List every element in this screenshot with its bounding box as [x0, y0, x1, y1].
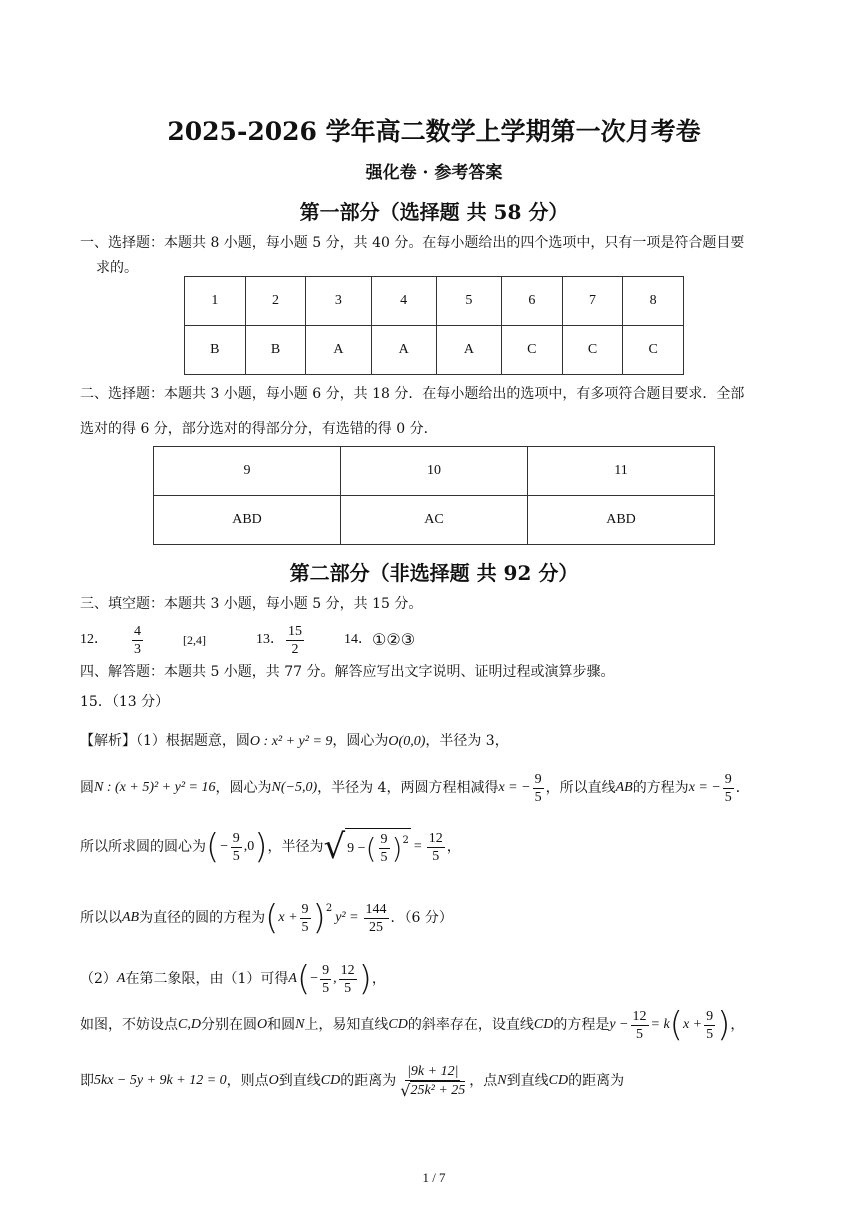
q13-numerator: 15 — [288, 623, 302, 639]
circle-o: O — [256, 1017, 268, 1032]
line-x-eq: x = − — [688, 780, 721, 795]
table-cell: A — [371, 326, 436, 375]
left-paren-icon: ( — [296, 959, 311, 999]
page-title: 2025-2026 学年高二数学上学期第一次月考卷 — [167, 117, 701, 146]
sol-text: 如图，不妨设点 — [80, 1017, 178, 1033]
equals-k: = k — [650, 1017, 670, 1032]
center-n: N(−5,0) — [271, 780, 318, 795]
denominator: 5 — [344, 980, 352, 996]
table-cell: ABD — [528, 496, 715, 545]
sol-text: 的斜率存在，设直线 — [407, 1017, 534, 1033]
table-cell: 10 — [341, 447, 528, 496]
sol-text: 即 — [80, 1073, 94, 1089]
solution-line-2 — [80, 768, 750, 808]
sol-text: 和圆 — [267, 1017, 296, 1033]
sol-text: ，则点 — [226, 1073, 269, 1089]
table-cell: 11 — [528, 447, 715, 496]
table-cell: 6 — [502, 277, 563, 326]
sol-text: 所以以 — [80, 910, 122, 926]
sqrt-icon: √ — [400, 1080, 411, 1100]
table-cell: C — [562, 326, 623, 375]
right-paren-icon: ) — [391, 831, 403, 865]
q13-denominator: 2 — [291, 641, 299, 657]
q13-fraction — [286, 623, 304, 658]
fraction-12-5 — [339, 962, 357, 997]
denominator: 5 — [636, 1026, 643, 1042]
numerator: |9k + 12| — [407, 1064, 459, 1079]
zero-coordinate: ,0 — [243, 839, 255, 854]
fraction-144-25 — [364, 901, 389, 936]
solution-line-4 — [80, 893, 453, 943]
left-paren-icon: ( — [669, 1005, 683, 1045]
distance-fraction — [398, 1063, 467, 1099]
numerator: 9 — [706, 1008, 714, 1024]
section-two-line1: 二、选择题：本题共 3 小题，每小题 6 分，共 18 分．在每小题给出的选项中，有多项符合题目要求．全部 — [80, 386, 745, 402]
q14-label: 14． — [344, 632, 372, 647]
circle-n-equation: N : (x + 5)² + y² = 16 — [94, 780, 216, 795]
numerator: 9 — [724, 771, 732, 787]
y-squared: y² = — [335, 910, 359, 925]
page-subtitle: 强化卷 · 参考答案 — [365, 163, 503, 183]
q13-label: 13． — [256, 632, 284, 647]
table-cell: A — [306, 326, 371, 375]
minus-sign: − — [310, 971, 319, 986]
part-two-heading: 第二部分（非选择题 共 92 分） — [289, 561, 579, 585]
denominator: 5 — [301, 919, 309, 935]
sol-text: ，半径为 — [267, 839, 324, 855]
denominator: 5 — [322, 980, 330, 996]
line-x-eq: x = − — [498, 780, 531, 795]
point-o: O — [268, 1073, 279, 1088]
table-cell: 8 — [623, 277, 684, 326]
sol-text: 的方程为 — [632, 780, 689, 796]
sol-text: 的方程是 — [553, 1017, 610, 1033]
line-cd: CD — [388, 1017, 408, 1032]
denominator: 5 — [706, 1026, 714, 1042]
numerator: 9 — [380, 832, 388, 847]
sol-text: ，半径为 4，两圆方程相减得 — [317, 780, 499, 796]
numerator: 9 — [534, 771, 542, 787]
section-two-line2: 选对的得 6 分，部分选对的得部分分，有选错的得 0 分． — [80, 421, 438, 437]
x-plus: x + — [278, 910, 298, 925]
radicand-nine: 9 − — [347, 840, 366, 856]
circle-o-equation: O : x² + y² = 9 — [249, 734, 333, 749]
section-four-heading: 四、解答题：本题共 5 小题，共 77 分。解答应写出文字说明、证明过程或演算步骤。 — [80, 664, 615, 680]
right-paren-icon: ) — [717, 1005, 731, 1045]
right-paren-icon: ) — [312, 898, 326, 938]
comma: ， — [446, 839, 461, 855]
solution-line-1 — [80, 731, 509, 752]
sol-text: ，所以直线 — [545, 780, 616, 796]
section-one-line2: 求的。 — [96, 260, 138, 276]
fraction-12-5 — [427, 830, 445, 865]
sol-text: ，圆心为 — [215, 780, 272, 796]
left-paren-icon: ( — [206, 827, 220, 867]
fraction-9-5 — [379, 831, 390, 866]
q12-numerator: 4 — [134, 623, 141, 639]
equals-sign: = — [413, 839, 422, 854]
sol-text: 为直径的圆的方程为 — [139, 910, 266, 926]
table-cell: 9 — [154, 447, 341, 496]
denominator: 5 — [432, 848, 440, 864]
left-paren-icon: ( — [265, 898, 279, 938]
q12-range: [2,4] — [183, 633, 206, 647]
q12-label: 12． — [80, 632, 108, 647]
line-cd: CD — [320, 1073, 341, 1088]
sol-text: 圆 — [80, 780, 94, 796]
point-a: A — [288, 971, 297, 986]
table-cell: 1 — [185, 277, 246, 326]
question-15-label: 15．（13 分） — [80, 694, 170, 710]
fraction-9-5 — [723, 771, 734, 806]
table-cell: C — [502, 326, 563, 375]
minus-sign: − — [219, 839, 229, 854]
fill-answers-row — [80, 620, 415, 660]
table-cell: ABD — [154, 496, 341, 545]
table-cell: AC — [341, 496, 528, 545]
q12-denominator: 3 — [134, 641, 141, 657]
sol-text: ，半径为 3， — [425, 733, 509, 749]
sol-text: 所以所求圆的圆心为 — [80, 839, 206, 855]
denominator: 5 — [534, 789, 542, 805]
denominator: 5 — [724, 789, 732, 805]
q12-fraction — [132, 623, 143, 658]
fraction-9-5 — [320, 962, 331, 997]
sqrt-radicand — [345, 828, 411, 866]
table-cell: C — [623, 326, 684, 375]
table-cell: B — [245, 326, 306, 375]
line-ab: AB — [615, 780, 633, 795]
fraction-9-5 — [300, 901, 311, 936]
point-a: A — [116, 971, 126, 986]
table-cell: 7 — [562, 277, 623, 326]
sol-text: （2） — [80, 971, 117, 987]
table-cell: B — [185, 326, 246, 375]
comma: ， — [371, 971, 386, 987]
numerator: 9 — [232, 830, 240, 846]
denominator: 5 — [380, 850, 388, 865]
denominator: 5 — [232, 848, 240, 864]
square-exponent: 2 — [402, 835, 409, 846]
line-cd: CD — [533, 1017, 554, 1032]
right-paren-icon: ) — [254, 827, 268, 867]
sol-text: 上，易知直线 — [304, 1017, 389, 1033]
point-n: N — [497, 1073, 507, 1088]
line-cd: CD — [548, 1073, 569, 1088]
sol-text: 到直线 — [506, 1073, 549, 1089]
section-three-heading: 三、填空题：本题共 3 小题，每小题 5 分，共 15 分。 — [80, 596, 423, 612]
points-cd: C,D — [178, 1017, 201, 1032]
line-ab: AB — [122, 910, 140, 925]
circle-n: N — [295, 1017, 305, 1032]
numerator: 9 — [322, 962, 330, 978]
comma: , — [333, 971, 337, 986]
page-number: 1 / 7 — [422, 1170, 446, 1185]
solution-line-3 — [80, 822, 461, 872]
comma: ， — [730, 1017, 745, 1033]
sol-text: 在第二象限，由（1）可得 — [125, 971, 289, 987]
sol-text: 到直线 — [278, 1073, 321, 1089]
right-paren-icon: ) — [358, 959, 372, 999]
table-cell: 5 — [436, 277, 501, 326]
sol-text: ，点 — [469, 1073, 498, 1089]
left-paren-icon: ( — [365, 831, 377, 865]
y-minus: y − — [609, 1017, 629, 1032]
sol-text: ．（6 分） — [390, 910, 453, 926]
numerator: 12 — [632, 1008, 647, 1024]
square-exponent: 2 — [325, 903, 333, 914]
denominator: 25 — [369, 919, 384, 935]
sol-text: ，圆心为 — [332, 733, 389, 749]
line-cd-equation: 5kx − 5y + 9k + 12 = 0 — [94, 1073, 227, 1088]
fraction-9-5 — [231, 830, 242, 865]
denominator — [398, 1081, 467, 1099]
radius-sqrt — [323, 828, 410, 866]
sol-text: 分别在圆 — [200, 1017, 257, 1033]
solution-line-7 — [80, 1056, 624, 1106]
fraction-9-5 — [704, 1008, 715, 1043]
sqrt-radicand: 25k² + 25 — [410, 1083, 466, 1098]
fraction-9-5 — [533, 771, 544, 806]
answer-table-one — [184, 276, 684, 375]
sol-text: 的距离为 — [340, 1073, 397, 1089]
sqrt-icon: √ — [323, 827, 346, 867]
sol-text: 【解析】（1）根据题意，圆 — [80, 733, 250, 749]
answer-table-two — [153, 446, 715, 545]
numerator: 9 — [301, 901, 309, 917]
table-cell: A — [436, 326, 501, 375]
q14-answer: ①②③ — [372, 630, 416, 649]
fraction-12-5 — [631, 1008, 649, 1043]
period: ． — [735, 780, 750, 796]
part-one-heading: 第一部分（选择题 共 58 分） — [299, 200, 569, 224]
center-o: O(0,0) — [388, 734, 426, 749]
numerator: 144 — [365, 901, 387, 917]
solution-line-6 — [80, 1000, 744, 1050]
table-cell: 2 — [245, 277, 306, 326]
numerator: 12 — [340, 962, 355, 978]
sol-text: 的距离为 — [568, 1073, 625, 1089]
table-cell: 3 — [306, 277, 371, 326]
numerator: 12 — [428, 830, 443, 846]
table-cell: 4 — [371, 277, 436, 326]
x-plus: x + — [682, 1017, 703, 1032]
solution-line-5 — [80, 954, 386, 1004]
section-one-line1: 一、选择题：本题共 8 小题，每小题 5 分，共 40 分。在每小题给出的四个选项中，只有一项是符合题目要 — [80, 235, 745, 251]
